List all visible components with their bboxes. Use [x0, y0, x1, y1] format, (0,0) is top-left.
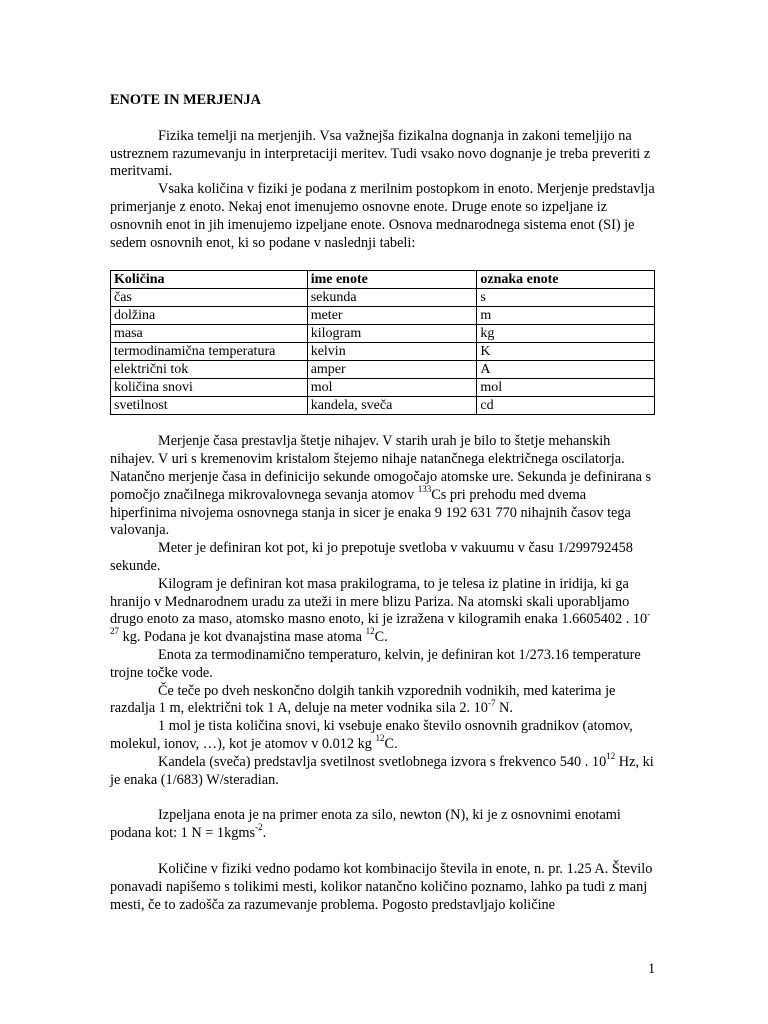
table-cell: kelvin — [307, 343, 477, 361]
table-row — [111, 361, 655, 379]
paragraph-derived-unit: Izpeljana enota je na primer enota za silo, newton (N), ki je z osnovnimi enotami podana kot: 1 N = 1kgms$^{-2}$. — [110, 807, 621, 842]
table-cell: mol — [307, 379, 477, 397]
table-cell: cd — [477, 397, 655, 415]
paragraph-quantities: Količine v fiziki vedno podamo kot kombinacijo števila in enote, n. pr. 1.25 A. Število ponavadi napišemo s tolikimi mesti, kolikor natančno količino poznamo, lahko pa tudi z manj mesti, če to zadošča za razumevanje problema. Pogosto predstavljajo količine — [110, 860, 653, 913]
table-cell: meter — [307, 307, 477, 325]
intro-paragraph-1: Fizika temelji na merjenjih. Vsa važnejša fizikalna dognanja in zakoni temeljijo na ustreznem razumevanju in interpretaciji meritev. Tudi vsako novo dognanje je treba preveriti z meritvami. — [110, 127, 651, 180]
table-cell: kilogram — [307, 325, 477, 343]
table-row — [111, 289, 655, 307]
table-row — [111, 397, 655, 415]
header-unit-name: ime enote — [307, 271, 477, 289]
document-page — [110, 92, 655, 914]
table-row — [111, 343, 655, 361]
table-row — [111, 379, 655, 397]
table-cell: K — [477, 343, 655, 361]
table-cell: m — [477, 307, 655, 325]
table-cell: kandela, sveča — [307, 397, 477, 415]
table-cell: A — [477, 361, 655, 379]
paragraph-meter: Meter je definiran kot pot, ki jo prepotuje svetloba v vakuumu v času 1/299792458 sekunde. — [110, 540, 633, 574]
page-number: 1 — [648, 961, 656, 977]
table-row — [111, 325, 655, 343]
table-cell: svetilnost — [111, 397, 308, 415]
table-cell: amper — [307, 361, 477, 379]
paragraph-ampere: Če teče po dveh neskončno dolgih tankih vzporednih vodnikih, med katerima je razdalja 1 m, električni tok 1 A, deluje na meter vodnika sila 2. $10^{-7}$ N. — [110, 682, 616, 717]
table-cell: termodinamična temperatura — [111, 343, 308, 361]
si-units-table — [110, 270, 655, 415]
table-cell: količina snovi — [111, 379, 308, 397]
table-cell: čas — [111, 289, 308, 307]
table-cell: električni tok — [111, 361, 308, 379]
header-quantity: Količina — [111, 271, 308, 289]
table-cell: sekunda — [307, 289, 477, 307]
document-title: ENOTE IN MERJENJA — [110, 92, 261, 108]
paragraph-mol: 1 mol je tista količina snovi, ki vsebuje enako število osnovnih gradnikov (atomov, molekul, ionov, …), kot je atomov v 0.012 kg $^{12}$C. — [110, 718, 633, 752]
table-row — [111, 307, 655, 325]
paragraph-candela: Kandela (sveča) predstavlja svetilnost svetlobnega izvora s frekvenco 540 . $10^{12}$ Hz, ki je enaka (1/683) W/steradian. — [110, 750, 654, 788]
table-cell: masa — [111, 325, 308, 343]
header-unit-symbol: oznaka enote — [477, 271, 655, 289]
paragraph-time: Merjenje časa prestavlja štetje nihajev. V starih urah je bilo to štetje mehanskih nihajev. V uri s kremenovim kristalom štejemo nihaje natančnega električnega oscilatorja. Natančno merjenje časa in definicijo sekunde omogočajo atomske ure. Sekunda je definirana s pomočjo značilnega mikrovalovnega sevanja atomov $^{133}$Cs pri prehodu med dvema hiperfinima nivojema osnovnega stanja in sicer je enaka 9 192 631 770 nihajnih časov tega valovanja. — [110, 433, 652, 539]
paragraph-kilogram: Kilogram je definiran kot masa prakilograma, to je telesa iz platine in iridija, ki ga hranijo v Mednarodnem uradu za uteži in mere blizu Pariza. Na atomski skali uporabljamo drugo enoto za maso, atomsko masno enoto, ki je izražena v kilogramih enaka 1.6605402 . $10^{-27}$ kg. Podana je kot dvanajstina mase atoma $^{12}$C. — [110, 575, 651, 646]
table-cell: kg — [477, 325, 655, 343]
paragraph-kelvin: Enota za termodinamično temperaturo, kelvin, je definiran kot 1/273.16 temperature trojne točke vode. — [110, 646, 641, 681]
intro-paragraph-2: Vsaka količina v fiziki je podana z merilnim postopkom in enoto. Merjenje predstavlja primerjanje z enoto. Nekaj enot imenujemo osnovne enote. Druge enote so izpeljane iz osnovnih enot in jih imenujemo izpeljane enote. Osnova mednarodnega sistema enot (SI) je sedem osnovnih enot, ki so podane v naslednji tabeli: — [110, 181, 655, 251]
table-cell: s — [477, 289, 655, 307]
table-cell: mol — [477, 379, 655, 397]
table-cell: dolžina — [111, 307, 308, 325]
table-header-row — [111, 271, 655, 289]
